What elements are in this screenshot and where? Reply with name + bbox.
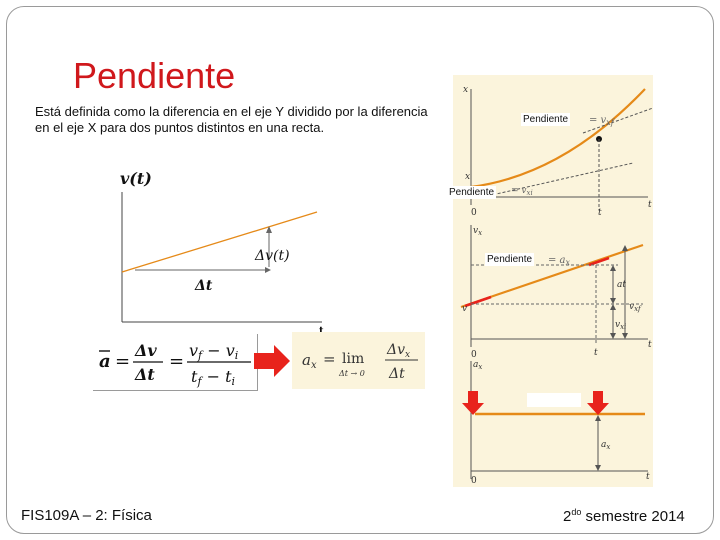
- red-down-arrow-icon: [462, 391, 484, 415]
- g2-vxi: $v_{xi}$: [615, 320, 627, 331]
- acceleration-equation: [93, 334, 258, 391]
- kinematics-panel: [449, 75, 653, 487]
- eq-den-left: Δt: [135, 365, 155, 384]
- slope-tag-low: Pendiente: [487, 254, 533, 265]
- footer-semester: $2^{do}$ semestre 2014: [563, 507, 685, 525]
- g1-zero: 0: [471, 208, 477, 218]
- velocity-graph: [107, 162, 337, 337]
- red-right-arrow-icon: [252, 344, 292, 378]
- g3-white-patch: [527, 393, 581, 407]
- footer-course: FIS109A – 2: Física: [21, 507, 152, 524]
- g2-axt-head1: [610, 265, 616, 271]
- g2-vxi-head1: [610, 304, 616, 310]
- eq-num-right: vf − vi: [189, 341, 239, 362]
- g3-ax-head1: [595, 415, 601, 421]
- graph-dt-label: Δt: [195, 278, 213, 294]
- eq-sign-2: =: [169, 351, 185, 372]
- g2-tt-label: t: [594, 348, 598, 358]
- g1-t-label: t: [648, 200, 652, 210]
- limit-lim: lim: [342, 351, 365, 367]
- g2-vi-label: v: [462, 304, 468, 314]
- eq-num-left: Δv: [135, 341, 157, 360]
- g2-vxf-head1: [622, 245, 628, 251]
- g2-vxf-head2: [622, 333, 628, 339]
- limit-num: $\Delta v_x$: [387, 342, 411, 360]
- g1-tt-label: t: [598, 208, 602, 218]
- g3-zero: 0: [471, 476, 477, 486]
- eq-sign-1: =: [115, 351, 131, 372]
- g2-vxi-head2: [610, 333, 616, 339]
- slide-description: Está definida como la diferencia en el eje Y dividido por la diferencia en el eje X para dos puntos distintos en una recta.: [35, 104, 428, 135]
- limit-eq: =: [323, 350, 336, 368]
- kinematics-panel-svg: [453, 75, 653, 487]
- limit-den: Δt: [389, 366, 405, 382]
- slide-title: Pendiente: [73, 55, 236, 96]
- red-down-arrow-icon-2: [587, 391, 609, 415]
- limit-svg: [292, 332, 425, 389]
- limit-equation: [292, 332, 425, 389]
- g3-t-label: t: [646, 472, 650, 482]
- g2-axt-head2: [610, 298, 616, 304]
- g2-zero: 0: [471, 350, 477, 360]
- eq-den-right: tf − ti: [191, 367, 236, 388]
- g1-tail-top: = $v_{xf}$: [589, 115, 614, 127]
- g1-curve: [471, 89, 645, 187]
- g3-y-label: $a_x$: [473, 360, 483, 371]
- g2-tail: = $a_x$: [548, 255, 571, 267]
- graph-y-label: v(t): [120, 169, 152, 188]
- g2-vxf: $v_{xf}$: [629, 302, 641, 313]
- g2-red-left: [465, 297, 491, 306]
- graph-dt-arrowhead: [265, 267, 271, 273]
- graph-dv-label: Δv(t): [255, 248, 290, 264]
- g3-ax-head2: [595, 465, 601, 471]
- slope-tag-mid: Pendiente: [449, 187, 495, 198]
- limit-under: Δt → 0: [339, 369, 365, 378]
- g3-ax: $a_x$: [601, 440, 611, 451]
- g1-tail-mid: = $v_{xi}$: [511, 186, 533, 197]
- g1-y-label: x: [463, 85, 469, 95]
- slope-tag-top: Pendiente: [523, 114, 569, 125]
- g2-y-label: $v_x$: [473, 226, 483, 237]
- g1-xi-label: x: [465, 172, 471, 182]
- g2-axt: at: [617, 280, 626, 290]
- slide: [6, 6, 714, 534]
- eq-abar: a: [99, 351, 111, 372]
- equation-svg: [93, 334, 257, 390]
- g2-t-label: t: [648, 340, 652, 350]
- limit-lhs: $a_x$: [302, 351, 317, 371]
